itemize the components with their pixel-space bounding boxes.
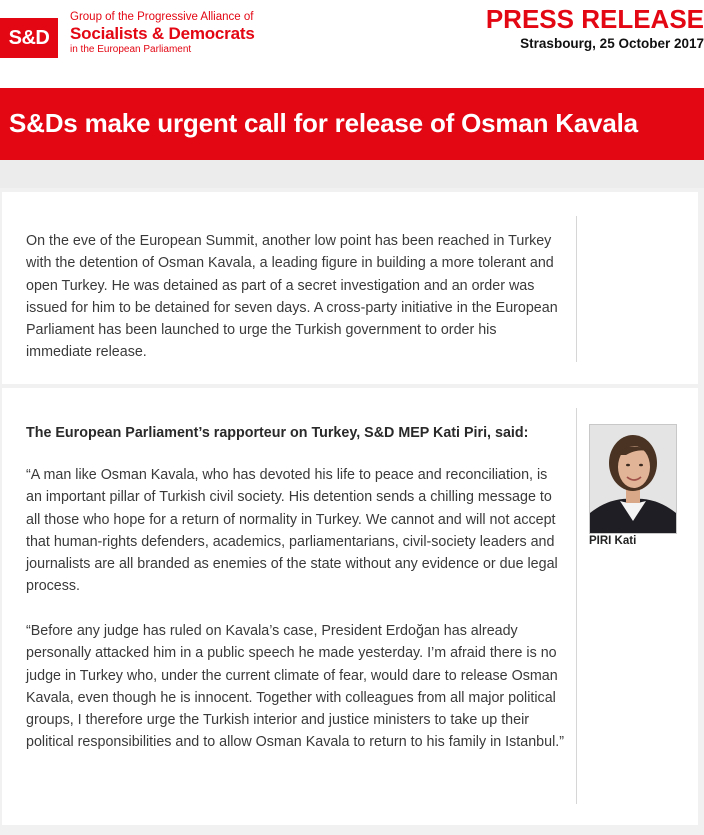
column-divider [576, 216, 577, 362]
separator-band [0, 160, 704, 188]
group-name-line2: Socialists & Democrats [70, 24, 255, 43]
headline-bar [0, 88, 704, 160]
content-area [0, 188, 704, 835]
press-release-title: PRESS RELEASE [485, 4, 704, 34]
headline: S&Ds make urgent call for release of Osman Kavala [9, 108, 638, 138]
intro-paragraph: On the eve of the European Summit, another low point has been reached in Turkey with the detention of Osman Kavala, a leading figure in building a more tolerant and open Turkey. He was detained as part of a secret investigation and an order was issued for him to be detained for seven days. A cross-party initiative in the European Parliament has been launched to urge the Turkish government to order his immediate release. [26, 233, 558, 361]
intro-card [2, 192, 698, 384]
mep-portrait-photo [589, 424, 677, 534]
photo-caption: PIRI Kati [589, 535, 637, 547]
group-name [70, 11, 255, 56]
quote-attribution: The European Parliament’s rapporteur on Turkey, S&D MEP Kati Piri, said: [26, 425, 529, 441]
group-name-line1: Group of the Progressive Alliance of [70, 11, 254, 23]
sd-logo: S&D [0, 18, 58, 58]
dateline: Strasbourg, 25 October 2017 [520, 36, 704, 51]
quote-paragraph-1: “A man like Osman Kavala, who has devoted his life to peace and reconciliation, is an important pillar of Turkish civil society. His detention sends a chilling message to all those who hope for a return of normality in Turkey. We cannot and will not accept that human-rights defenders, academics, parliamentarians, civil-society leaders and journalists are all branded as enemies of the state without any evidence or due legal process. [26, 467, 558, 595]
quote-card [2, 388, 698, 825]
press-header [0, 0, 704, 88]
quote-paragraph-2: “Before any judge has ruled on Kavala’s case, President Erdoğan has already personally attacked him in a public speech he made yesterday. I’m afraid there is no judge in Turkey who, under the current climate of fear, would dare to release Osman Kavala, even though he is innocent. Together with colleagues from all major political groups, I therefore urge the Turkish interior and justice ministers to take up their political responsibilities and to allow Osman Kavala to return to his family in Istanbul.” [26, 623, 564, 751]
column-divider [576, 408, 577, 804]
group-name-line3: in the European Parliament [70, 44, 192, 55]
